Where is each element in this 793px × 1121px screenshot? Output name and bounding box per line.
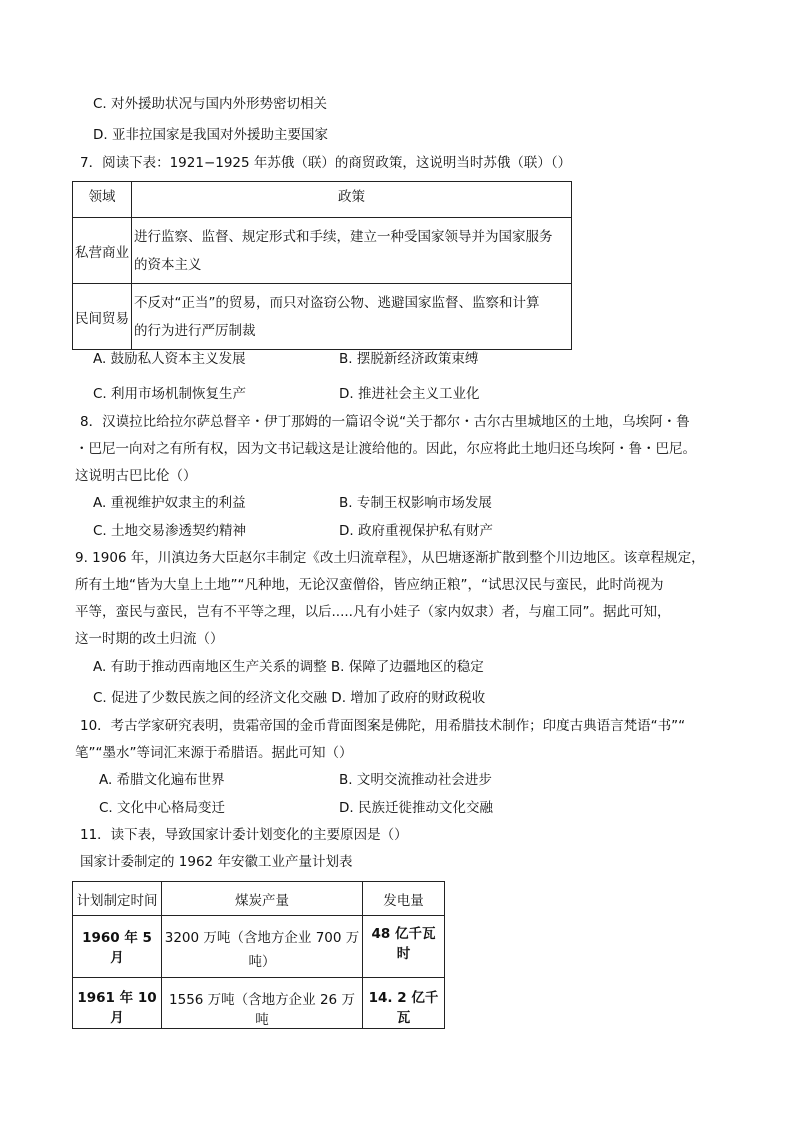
q8-stem-line1: 8．汉谟拉比给拉尔萨总督辛・伊丁那姆的一篇诏令说“关于都尔・古尔古里城地区的土地，乌埃阿・鲁	[80, 414, 690, 430]
policy-line: 的行为进行严厉制裁	[134, 322, 256, 339]
table-header-field: 领域	[73, 182, 132, 218]
q10-option-c: C. 文化中心格局变迁	[99, 800, 226, 816]
coal-line: 3200 万吨（含地方企业 700 万	[164, 930, 360, 946]
table-cell-power: 48 亿千瓦时	[363, 916, 445, 978]
table-cell-time: 1960 年 5 月	[73, 916, 162, 978]
q6-option-c: C. 对外援助状况与国内外形势密切相关	[93, 96, 328, 112]
q7-stem: 7．阅读下表：1921−1925 年苏俄（联）的商贸政策，这说明当时苏俄（联）（）	[80, 155, 572, 171]
q10-option-d: D. 民族迁徙推动文化交融	[339, 800, 493, 816]
q9-options-cd: C. 促进了少数民族之间的经济文化交融 D. 增加了政府的财政税收	[93, 690, 486, 706]
q8-option-b: B. 专制王权影响市场发展	[339, 495, 492, 511]
q7-policy-table	[72, 181, 572, 350]
q11-stem: 11．读下表，导致国家计委计划变化的主要原因是（）	[80, 827, 408, 843]
policy-line: 的资本主义	[134, 256, 202, 273]
table-header-power: 发电量	[363, 882, 445, 916]
table-cell-power: 14. 2 亿千瓦	[363, 978, 445, 1029]
q8-stem-line3: 这说明古巴比伦（）	[75, 468, 197, 484]
q9-stem-line2: 所有土地“皆为大皇上土地”“凡种地，无论汉蛮僧俗，皆应纳正粮”，“试思汉民与蛮民，此时尚视为	[75, 577, 664, 593]
q7-option-a: A. 鼓励私人资本主义发展	[93, 351, 246, 367]
table-header-policy: 政策	[132, 182, 572, 218]
table-cell-field: 私营商业	[73, 218, 132, 284]
table-cell-coal	[162, 978, 363, 1029]
policy-line: 进行监察、监督、规定形式和手续，建立一种受国家领导并为国家服务	[134, 228, 553, 245]
q10-option-b: B. 文明交流推动社会进步	[339, 772, 492, 788]
q10-stem-line2: 笔”“墨水”等词汇来源于希腊语。据此可知（）	[75, 745, 353, 761]
policy-line: 不反对“正当”的贸易，而只对盗窃公物、逃避国家监督、监察和计算	[134, 294, 540, 311]
table-cell-coal	[162, 916, 363, 978]
table-header-coal: 煤炭产量	[162, 882, 363, 916]
q9-stem-line1: 9. 1906 年，川滇边务大臣赵尔丰制定《改土归流章程》，从巴塘逐渐扩散到整个川边地区。该章程规定，	[75, 550, 705, 566]
q7-option-c: C. 利用市场机制恢复生产	[93, 386, 247, 402]
q11-plan-table	[72, 881, 445, 1029]
q8-option-a: A. 重视维护奴隶主的利益	[93, 495, 246, 511]
coal-line: 吨）	[248, 954, 276, 970]
table-cell-policy	[132, 218, 572, 284]
q11-table-caption: 国家计委制定的 1962 年安徽工业产量计划表	[80, 854, 353, 870]
q8-option-d: D. 政府重视保护私有财产	[339, 523, 493, 539]
table-cell-field: 民间贸易	[73, 284, 132, 350]
table-header-time: 计划制定时间	[73, 882, 162, 916]
q8-stem-line2: ・巴尼一向对之有所有权，因为文书记载这是让渡给他的。因此，尔应将此土地归还乌埃阿・鲁・巴尼。	[75, 441, 696, 457]
q8-option-c: C. 土地交易渗透契约精神	[93, 523, 247, 539]
coal-line: 1556 万吨（含地方企业 26 万吨	[169, 992, 355, 1028]
q7-option-d: D. 推进社会主义工业化	[339, 386, 480, 402]
q10-stem-line1: 10．考古学家研究表明，贵霜帝国的金币背面图案是佛陀，用希腊技术制作；印度古典语言梵语“书”“	[80, 718, 686, 734]
q10-option-a: A. 希腊文化遍布世界	[99, 772, 225, 788]
q9-stem-line4: 这一时期的改土归流（）	[75, 631, 224, 647]
table-cell-time: 1961 年 10 月	[73, 978, 162, 1029]
q7-option-b: B. 摆脱新经济政策束缚	[339, 351, 479, 367]
q9-options-ab: A. 有助于推动西南地区生产关系的调整 B. 保障了边疆地区的稳定	[93, 659, 484, 675]
table-cell-policy	[132, 284, 572, 350]
q6-option-d: D. 亚非拉国家是我国对外援助主要国家	[93, 127, 328, 143]
q9-stem-line3: 平等，蛮民与蛮民，岂有不平等之理，以后.....凡有小娃子（家内奴隶）者，与雇工同”。据此可知，	[75, 604, 671, 620]
